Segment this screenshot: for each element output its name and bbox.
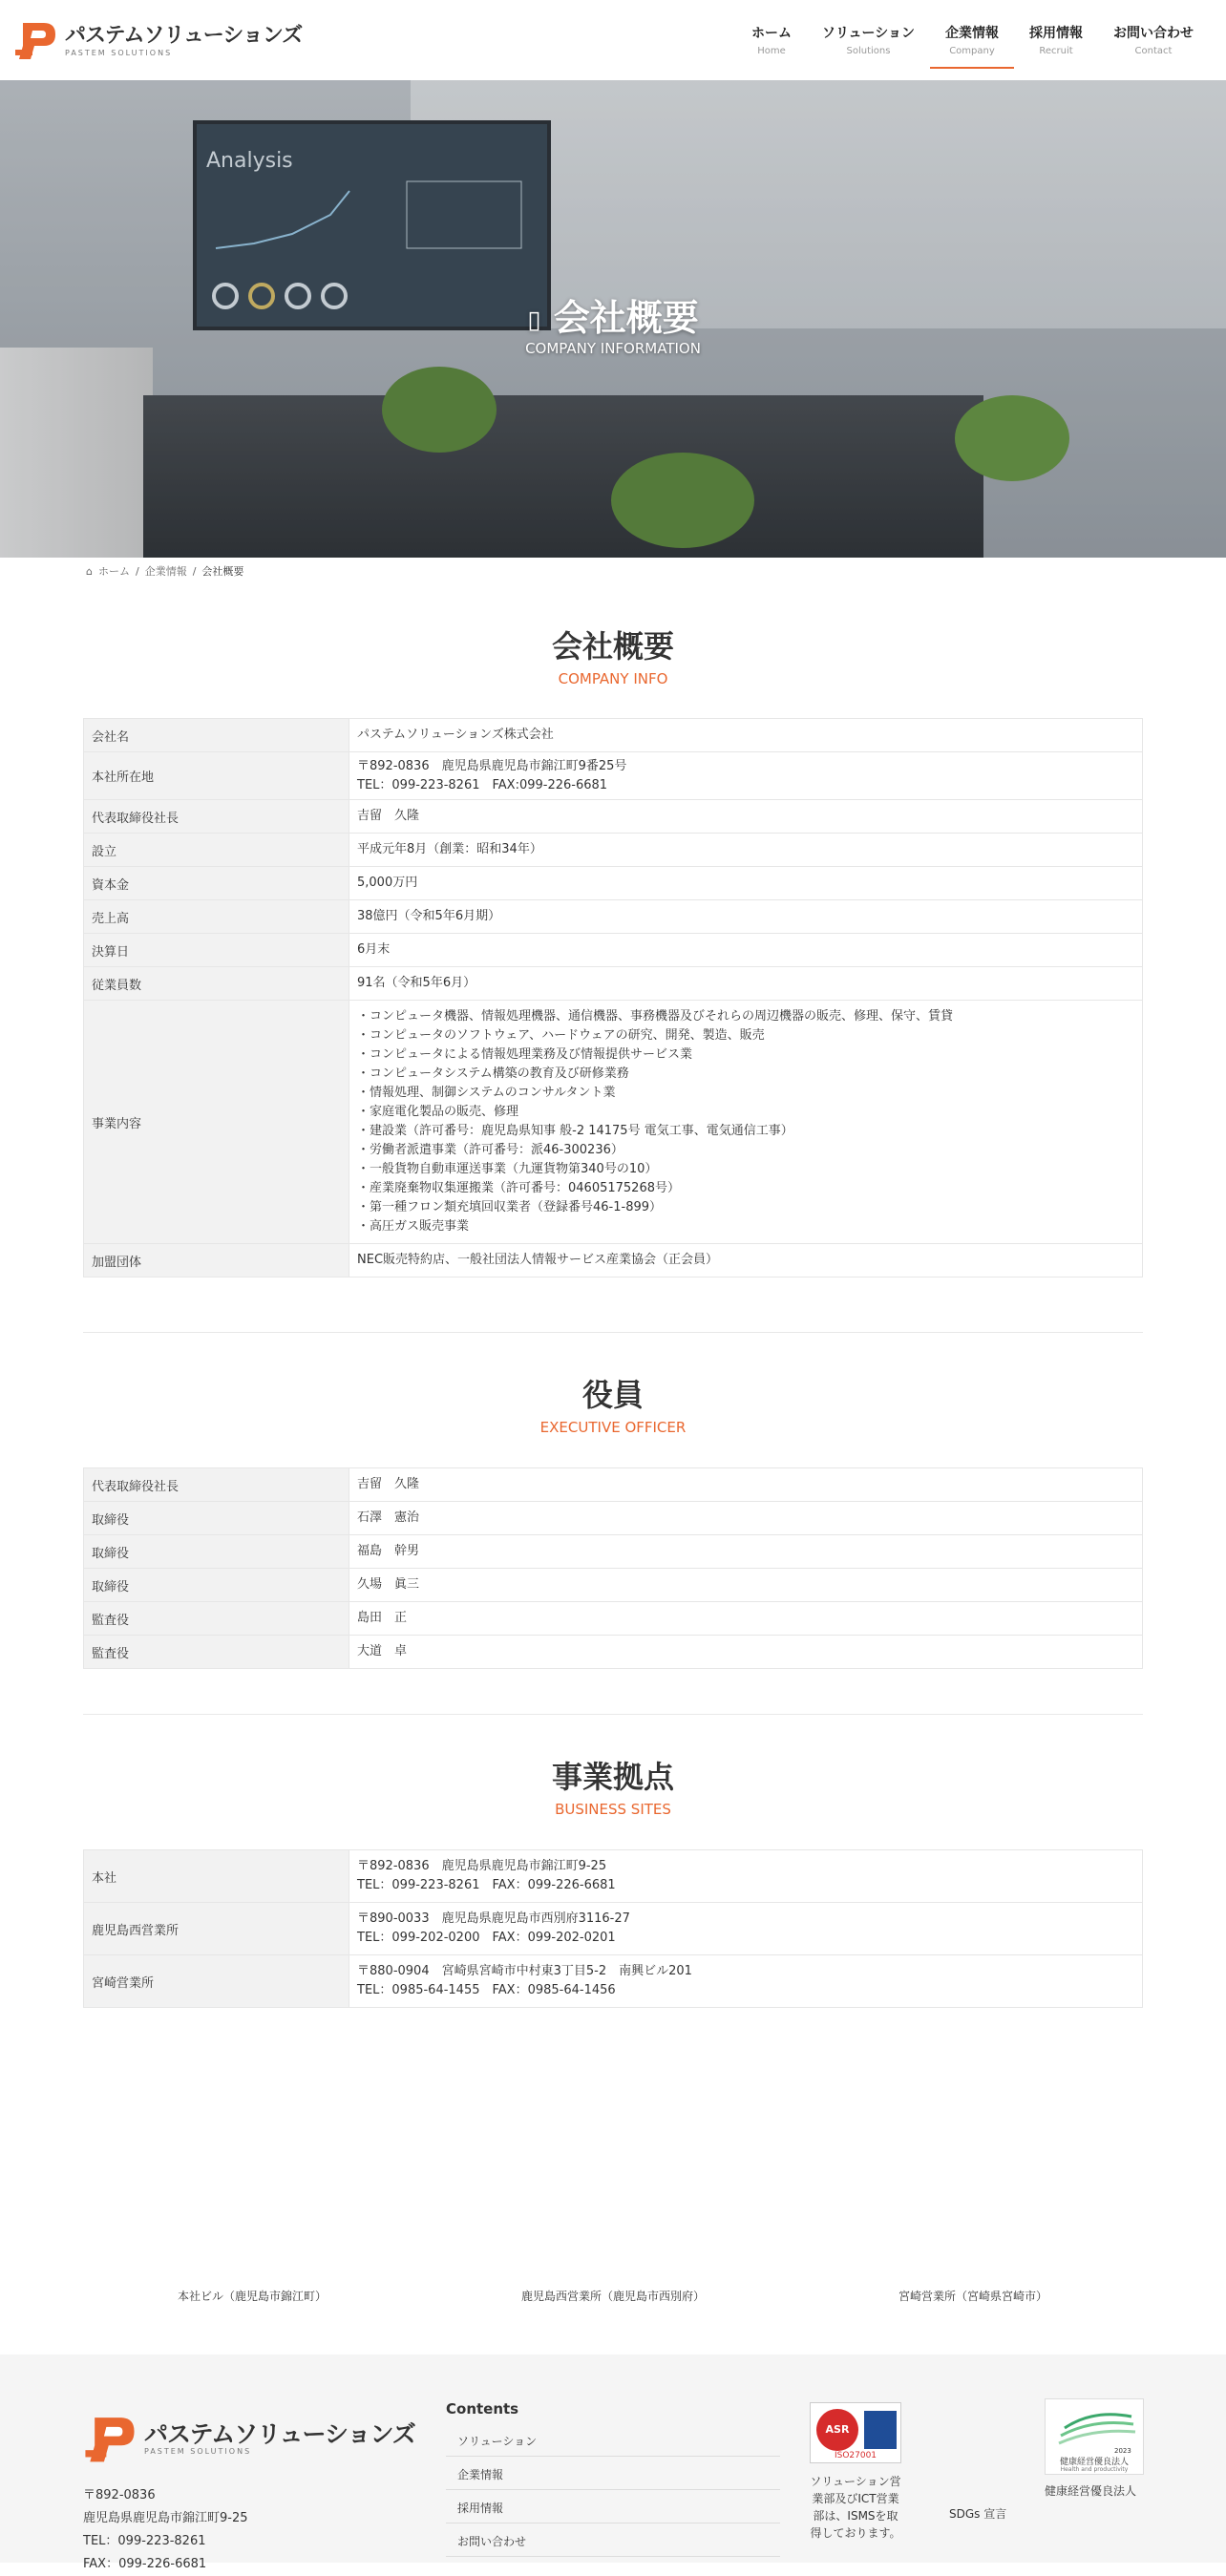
row-value-line: ・コンピュータのソフトウェア、ハードウェアの研究、開発、製造、販売 bbox=[357, 1028, 765, 1043]
row-value bbox=[349, 1850, 1143, 1903]
section-title: 会社概要 bbox=[551, 628, 674, 665]
row-value-line: TEL：099-202-0200 FAX：099-202-0201 bbox=[357, 1931, 616, 1945]
breadcrumb-parent[interactable]: 企業情報 bbox=[144, 565, 187, 578]
site-logo[interactable] bbox=[13, 17, 302, 63]
nav-label: お問い合わせ bbox=[1113, 26, 1194, 41]
section-subtitle: BUSINESS SITES bbox=[555, 1801, 671, 1818]
nav-label: 採用情報 bbox=[1029, 26, 1083, 41]
row-label: 本社 bbox=[84, 1850, 349, 1903]
section-subtitle: EXECUTIVE OFFICER bbox=[539, 1419, 687, 1436]
row-value bbox=[349, 1903, 1143, 1955]
row-value-line: ・産業廃棄物収集運搬業（許可番号：04605175268号） bbox=[357, 1181, 680, 1195]
row-value-line: 福島 幹男 bbox=[357, 1544, 420, 1558]
row-value bbox=[349, 900, 1143, 934]
breadcrumb bbox=[86, 563, 243, 579]
main-nav bbox=[736, 23, 1209, 69]
row-label: 取締役 bbox=[84, 1502, 349, 1535]
row-value-line: TEL：099-223-8261 FAX：099-226-6681 bbox=[357, 1878, 616, 1892]
table-row bbox=[84, 967, 1143, 1001]
footer-logo[interactable] bbox=[83, 2410, 415, 2467]
row-value-line: 〒880-0904 宮崎県宮崎市中村東3丁目5-2 南興ビル201 bbox=[357, 1964, 692, 1978]
row-label: 会社名 bbox=[84, 719, 349, 752]
photo-caption: 宮崎営業所（宮崎県宮崎市） bbox=[898, 2290, 1048, 2303]
row-value bbox=[349, 967, 1143, 1001]
table-row bbox=[84, 1569, 1143, 1602]
row-value-line: 吉留 久隆 bbox=[357, 1477, 420, 1491]
health-badge-icon bbox=[1045, 2398, 1144, 2475]
row-value bbox=[349, 1636, 1143, 1669]
nav-sublabel: Company bbox=[949, 46, 995, 56]
table-row bbox=[84, 1244, 1143, 1277]
table-row bbox=[84, 900, 1143, 934]
officers-heading bbox=[0, 1371, 1226, 1436]
section-title: 事業拠点 bbox=[551, 1759, 674, 1795]
health-management-badge bbox=[1045, 2398, 1144, 2499]
row-value-line: NEC販売特約店、一般社団法人情報サービス産業協会（正会員） bbox=[357, 1253, 719, 1267]
health-badge-title: 健康経営優良法人 bbox=[1059, 2458, 1129, 2467]
hero-title bbox=[0, 288, 1226, 341]
row-value-line: ・コンピュータシステム構築の教育及び研修業務 bbox=[357, 1066, 629, 1081]
table-row bbox=[84, 1502, 1143, 1535]
footer-fax: FAX：099-226-6681 bbox=[83, 2557, 207, 2571]
row-value-line: 久場 眞三 bbox=[357, 1577, 420, 1592]
row-value-line: 6月末 bbox=[357, 942, 391, 957]
row-value-line: ・情報処理、制御システムのコンサルタント業 bbox=[357, 1086, 616, 1100]
table-row bbox=[84, 800, 1143, 834]
iso-certification bbox=[810, 2402, 901, 2542]
row-label: 監査役 bbox=[84, 1636, 349, 1669]
row-value-line: ・コンピュータ機器、情報処理機器、通信機器、事務機器及びそれらの周辺機器の販売、修理、保守、賃貸 bbox=[357, 1009, 954, 1024]
row-value-line: 〒892-0836 鹿児島県鹿児島市錦江町9番25号 bbox=[357, 758, 627, 773]
row-value-line: ・家庭電化製品の販売、修理 bbox=[357, 1105, 519, 1119]
footer-contents bbox=[446, 2400, 780, 2557]
row-value-line: 5,000万円 bbox=[357, 876, 418, 890]
nav-label: ソリューション bbox=[821, 26, 915, 41]
nav-sublabel: Solutions bbox=[846, 46, 891, 56]
row-value-line: 〒892-0836 鹿児島県鹿児島市錦江町9-25 bbox=[357, 1859, 607, 1873]
table-row bbox=[84, 1903, 1143, 1955]
row-value bbox=[349, 1001, 1143, 1244]
footer-link-company[interactable]: 企業情報 bbox=[446, 2457, 780, 2490]
iso-badge-mark: ASR bbox=[816, 2409, 858, 2451]
table-row bbox=[84, 1850, 1143, 1903]
row-value-line: 平成元年8月（創業：昭和34年） bbox=[357, 842, 542, 856]
site-header bbox=[0, 0, 1226, 80]
hero-monitor-text: Analysis bbox=[206, 149, 293, 173]
table-row bbox=[84, 867, 1143, 900]
row-label: 決算日 bbox=[84, 934, 349, 967]
health-badge-year: 2023 bbox=[1114, 2447, 1131, 2455]
row-label: 宮崎営業所 bbox=[84, 1955, 349, 2008]
health-caption: 健康経営優良法人 bbox=[1045, 2484, 1137, 2498]
photo-caption: 本社ビル（鹿児島市錦江町） bbox=[178, 2290, 328, 2303]
footer-link-solutions[interactable]: ソリューション bbox=[446, 2423, 780, 2457]
table-row bbox=[84, 1001, 1143, 1244]
footer-logo-subtitle: PASTEM SOLUTIONS bbox=[144, 2446, 252, 2456]
row-label: 加盟団体 bbox=[84, 1244, 349, 1277]
row-label: 従業員数 bbox=[84, 967, 349, 1001]
row-value-line: ・建設業（許可番号：鹿児島県知事 般-2 14175号 電気工事、電気通信工事） bbox=[357, 1124, 793, 1138]
sdgs-link[interactable]: SDGs 宣言 bbox=[949, 2507, 1007, 2521]
footer-link-contact[interactable]: お問い合わせ bbox=[446, 2523, 780, 2557]
row-value-line: ・コンピュータによる情報処理業務及び情報提供サービス業 bbox=[357, 1047, 693, 1062]
logo-mark-icon bbox=[83, 2410, 137, 2467]
hero-banner bbox=[0, 80, 1226, 558]
table-row bbox=[84, 934, 1143, 967]
row-label: 売上高 bbox=[84, 900, 349, 934]
footer-tel: TEL：099-223-8261 bbox=[83, 2534, 206, 2548]
row-value-line: 大道 卓 bbox=[357, 1644, 408, 1658]
nav-sublabel: Contact bbox=[1134, 46, 1173, 56]
footer-street: 鹿児島県鹿児島市錦江町9-25 bbox=[83, 2511, 248, 2525]
iso-description: ソリューション営業部及びICT営業部は、ISMSを取得しております。 bbox=[810, 2475, 901, 2540]
section-title: 役員 bbox=[581, 1377, 644, 1413]
row-value-line: 91名（令和5年6月） bbox=[357, 976, 476, 990]
row-value-line: ・一般貨物自動車運送事業（九運貨物第340号の10） bbox=[357, 1162, 658, 1176]
health-badge-en: Health and productivity bbox=[1060, 2466, 1129, 2473]
hero-subtitle: COMPANY INFORMATION bbox=[525, 340, 701, 357]
footer-address bbox=[83, 2484, 248, 2576]
nav-company[interactable] bbox=[930, 23, 1014, 69]
row-label: 設立 bbox=[84, 834, 349, 867]
row-label: 取締役 bbox=[84, 1535, 349, 1569]
row-value-line: TEL：0985-64-1455 FAX：0985-64-1456 bbox=[357, 1983, 616, 1997]
row-label: 鹿児島西営業所 bbox=[84, 1903, 349, 1955]
row-value-line: TEL：099-223-8261 FAX:099-226-6681 bbox=[357, 777, 608, 792]
section-subtitle: COMPANY INFO bbox=[558, 670, 668, 687]
section-divider bbox=[83, 1714, 1143, 1715]
row-value bbox=[349, 934, 1143, 967]
table-row bbox=[84, 1636, 1143, 1669]
iso-badge-icon bbox=[810, 2402, 901, 2463]
row-value bbox=[349, 1244, 1143, 1277]
row-value-line: 38億円（令和5年6月期） bbox=[357, 909, 501, 923]
row-value bbox=[349, 834, 1143, 867]
nav-solutions[interactable] bbox=[807, 23, 930, 69]
logo-subtitle: PASTEM SOLUTIONS bbox=[65, 48, 173, 57]
footer-contents-title: Contents bbox=[446, 2400, 519, 2418]
jab-badge-icon bbox=[864, 2411, 897, 2449]
logo-mark-icon bbox=[13, 17, 57, 63]
row-value bbox=[349, 800, 1143, 834]
row-value-line: 島田 正 bbox=[357, 1611, 408, 1625]
row-value-line: 〒890-0033 鹿児島県鹿児島市西別府3116-27 bbox=[357, 1911, 630, 1926]
table-row bbox=[84, 752, 1143, 800]
table-row bbox=[84, 1955, 1143, 2008]
row-value-line: パステムソリューションズ株式会社 bbox=[357, 728, 554, 742]
nav-label: 企業情報 bbox=[945, 26, 999, 41]
table-row bbox=[84, 1602, 1143, 1636]
row-value-line: 石澤 憲治 bbox=[357, 1510, 420, 1525]
nav-contact[interactable] bbox=[1098, 23, 1209, 69]
breadcrumb-current: 会社概要 bbox=[201, 565, 244, 578]
row-value bbox=[349, 1955, 1143, 2008]
row-label: 代表取締役社長 bbox=[84, 800, 349, 834]
nav-label: ホーム bbox=[750, 26, 792, 41]
section-divider bbox=[83, 1332, 1143, 1333]
nav-sublabel: Recruit bbox=[1039, 46, 1073, 56]
row-label: 本社所在地 bbox=[84, 752, 349, 800]
row-label: 資本金 bbox=[84, 867, 349, 900]
home-icon[interactable]: ⌂ bbox=[86, 564, 93, 578]
table-row bbox=[84, 719, 1143, 752]
logo-name: パステムソリューションズ bbox=[65, 23, 303, 48]
row-value bbox=[349, 719, 1143, 752]
iso-label: ISO27001 bbox=[834, 2451, 877, 2460]
table-row bbox=[84, 1535, 1143, 1569]
row-value-line: ・労働者派遣事業（許可番号：派46-300236） bbox=[357, 1143, 624, 1157]
company-info-heading bbox=[0, 623, 1226, 687]
photo-caption: 鹿児島西営業所（鹿児島市西別府） bbox=[521, 2290, 706, 2303]
site-footer bbox=[0, 2354, 1226, 2571]
sites-heading bbox=[0, 1753, 1226, 1818]
company-info-table bbox=[83, 718, 1143, 1277]
row-label: 代表取締役社長 bbox=[84, 1468, 349, 1502]
hero-title-text: 会社概要 bbox=[553, 297, 699, 339]
row-value bbox=[349, 1468, 1143, 1502]
row-value bbox=[349, 1502, 1143, 1535]
row-label: 監査役 bbox=[84, 1602, 349, 1636]
row-value bbox=[349, 867, 1143, 900]
breadcrumb-home[interactable]: ホーム bbox=[97, 565, 130, 578]
sites-table bbox=[83, 1849, 1143, 2008]
row-value-line: 吉留 久隆 bbox=[357, 809, 420, 823]
row-value bbox=[349, 752, 1143, 800]
footer-logo-name: パステムソリューションズ bbox=[144, 2419, 415, 2448]
breadcrumb-separator: / bbox=[135, 564, 139, 578]
row-value-line: ・第一種フロン類充填回収業者（登録番号46-1-899） bbox=[357, 1200, 663, 1214]
row-value bbox=[349, 1569, 1143, 1602]
footer-postal: 〒892-0836 bbox=[83, 2488, 156, 2502]
breadcrumb-separator: / bbox=[192, 564, 197, 578]
row-value bbox=[349, 1602, 1143, 1636]
nav-sublabel: Home bbox=[757, 46, 786, 56]
nav-home[interactable] bbox=[736, 23, 807, 69]
officers-table bbox=[83, 1467, 1143, 1669]
nav-recruit[interactable] bbox=[1014, 23, 1098, 69]
row-value bbox=[349, 1535, 1143, 1569]
row-label: 取締役 bbox=[84, 1569, 349, 1602]
building-icon: ▯ bbox=[527, 306, 541, 335]
row-label: 事業内容 bbox=[84, 1001, 349, 1244]
footer-link-recruit[interactable]: 採用情報 bbox=[446, 2490, 780, 2523]
table-row bbox=[84, 1468, 1143, 1502]
table-row bbox=[84, 834, 1143, 867]
row-value-line: ・高圧ガス販売事業 bbox=[357, 1219, 470, 1234]
